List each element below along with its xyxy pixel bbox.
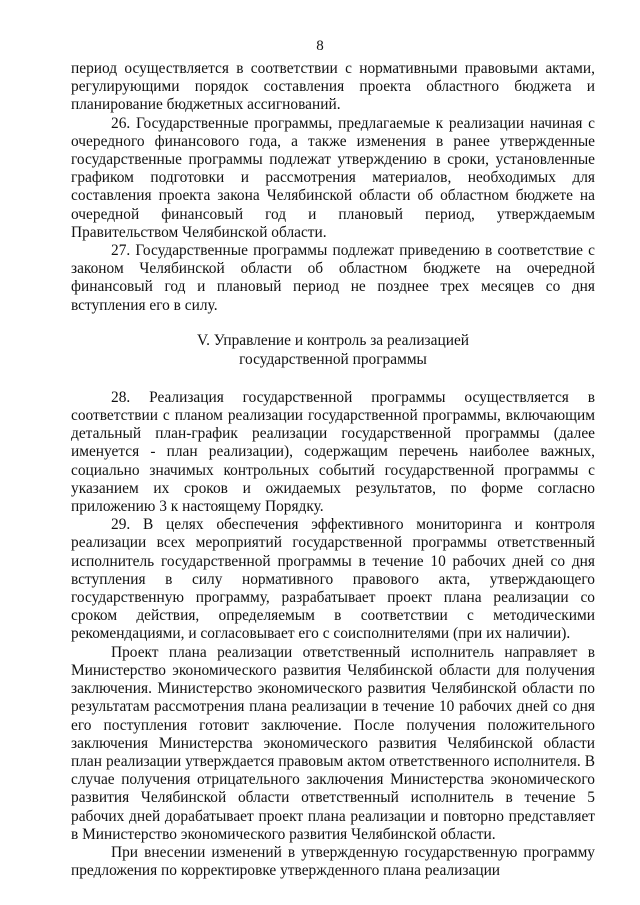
section-heading-line-1: V. Управление и контроль за реализацией [196,331,470,349]
document-body [71,60,595,880]
paragraph-26: 26. Государственные программы, предлагаемые к реализации начиная с очередного финансового года, а также изменения в ранее утвержденные государственные программы подлежат утверждению в сроки, установленные графиком подготовки и рассмотрения материалов, необходимых для составления проекта закона Челябинской области об областном бюджете на очередной финансовый год и плановый период, утверждаемым Правительством Челябинской области. [71,114,595,241]
section-heading [71,331,595,369]
paragraph-28: 28. Реализация государственной программы осуществляется в соответствии с планом реализации государственной программы, включающим детальный план-график реализации государственной программы (далее именуется - план реализации), содержащим перечень наиболее важных, социально значимых контрольных событий государственной программы с указанием их сроков и ожидаемых результатов, по форме согласно приложению 3 к настоящему Порядку. [71,388,595,516]
paragraph-27: 27. Государственные программы подлежат приведению в соответствие с законом Челябинской области об областном бюджете на очередной финансовый год и плановый период не позднее трех месяцев со дня вступления его в силу. [71,242,595,314]
paragraph-continuation: период осуществляется в соответствии с нормативными правовыми актами, регулирующими порядок составления проекта областного бюджета и планирование бюджетных ассигнований. [71,60,595,114]
page-number: 8 [316,38,324,54]
section-heading-line-2: государственной программы [239,350,427,368]
paragraph-29: 29. В целях обеспечения эффективного мониторинга и контроля реализации всех мероприятий государственной программы ответственный исполнитель государственной программы в течение 10 рабочих дней со дня вступления в силу нормативного правового акта, утверждающего государственную программу, разрабатывает проект плана реализации со сроком действия, определяемым в соответствии с методическими рекомендациями, и согласовывает его с соисполнителями (при их наличии). [71,516,595,643]
paragraph-amendments: При внесении изменений в утвержденную государственную программу предложения по корректировке утвержденного плана реализации [71,843,595,880]
paragraph-plan-approval: Проект плана реализации ответственный исполнитель направляет в Министерство экономического развития Челябинской области для получения заключения. Министерство экономического развития Челябинской области по результатам рассмотрения плана реализации в течение 10 рабочих дней со дня его поступления готовит заключение. После получения положительного заключения Министерства экономического развития Челябинской области план реализации утверждается правовым актом ответственного исполнителя. В случае получения отрицательного заключения Министерства экономического развития Челябинской области ответственный исполнитель в течение 5 рабочих дней дорабатывает проект плана реализации и повторно представляет в Министерство экономического развития Челябинской области. [71,643,595,843]
